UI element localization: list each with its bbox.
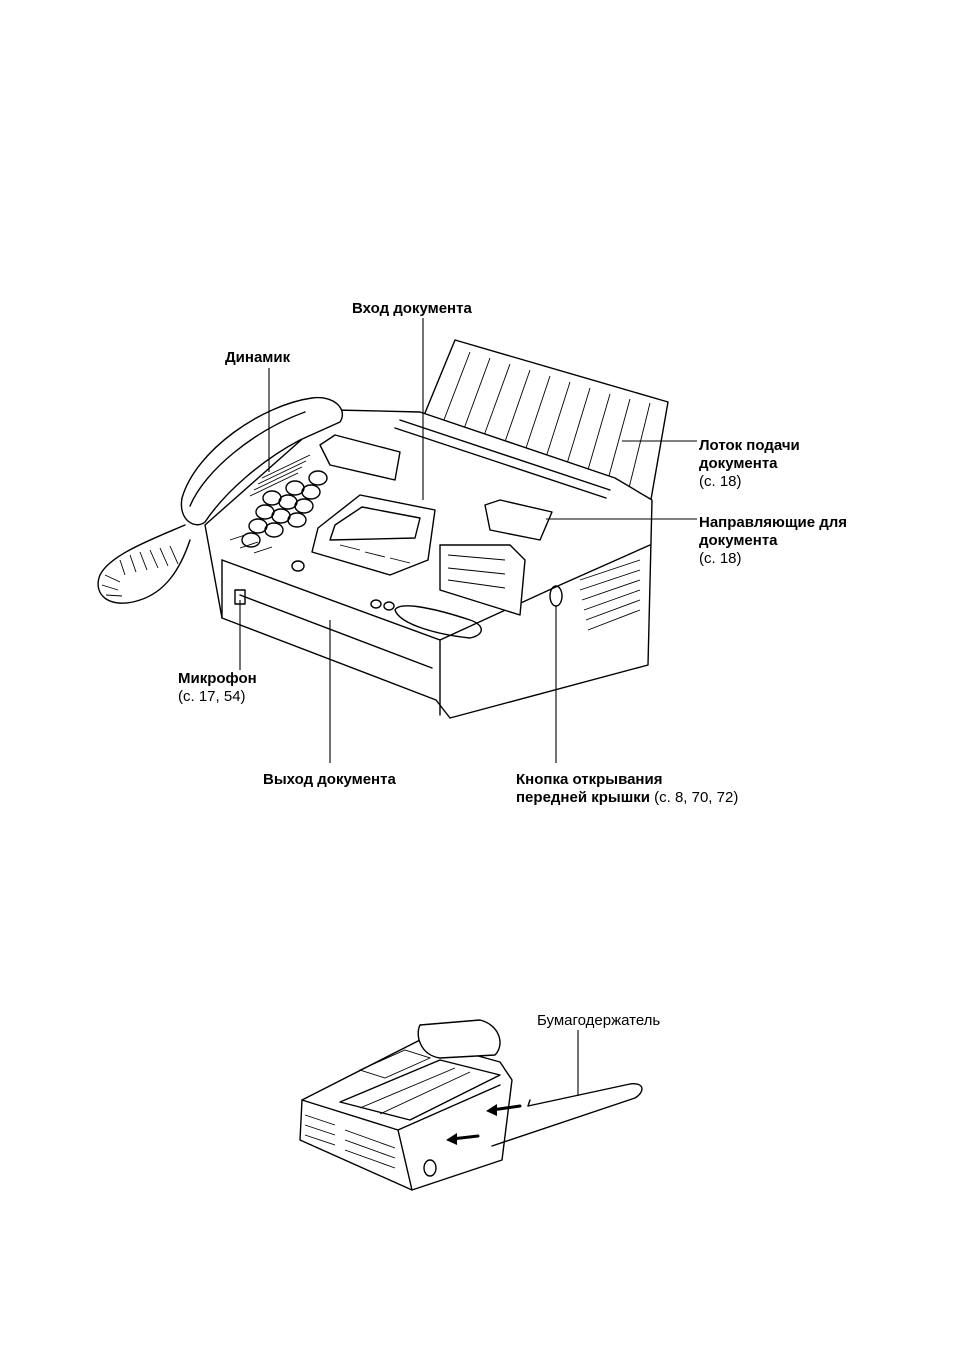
label-document-exit: Выход документа bbox=[263, 771, 396, 788]
label-speaker: Динамик bbox=[225, 349, 291, 366]
paper-holder bbox=[492, 1084, 642, 1146]
label-paper-holder: Бумагодержатель bbox=[537, 1012, 661, 1029]
label-microphone: Микрофон (с. 17, 54) bbox=[178, 670, 257, 705]
label-document-guides: Направляющие для документа (с. 18) bbox=[699, 514, 848, 567]
fax-rear-body bbox=[300, 1020, 512, 1190]
label-front-cover-button: Кнопка открывания передней крышки (с. 8, 70, 72) bbox=[516, 771, 739, 806]
label-document-entrance: Вход документа bbox=[352, 300, 472, 317]
label-document-tray: Лоток подачи документа (с. 18) bbox=[699, 437, 800, 490]
